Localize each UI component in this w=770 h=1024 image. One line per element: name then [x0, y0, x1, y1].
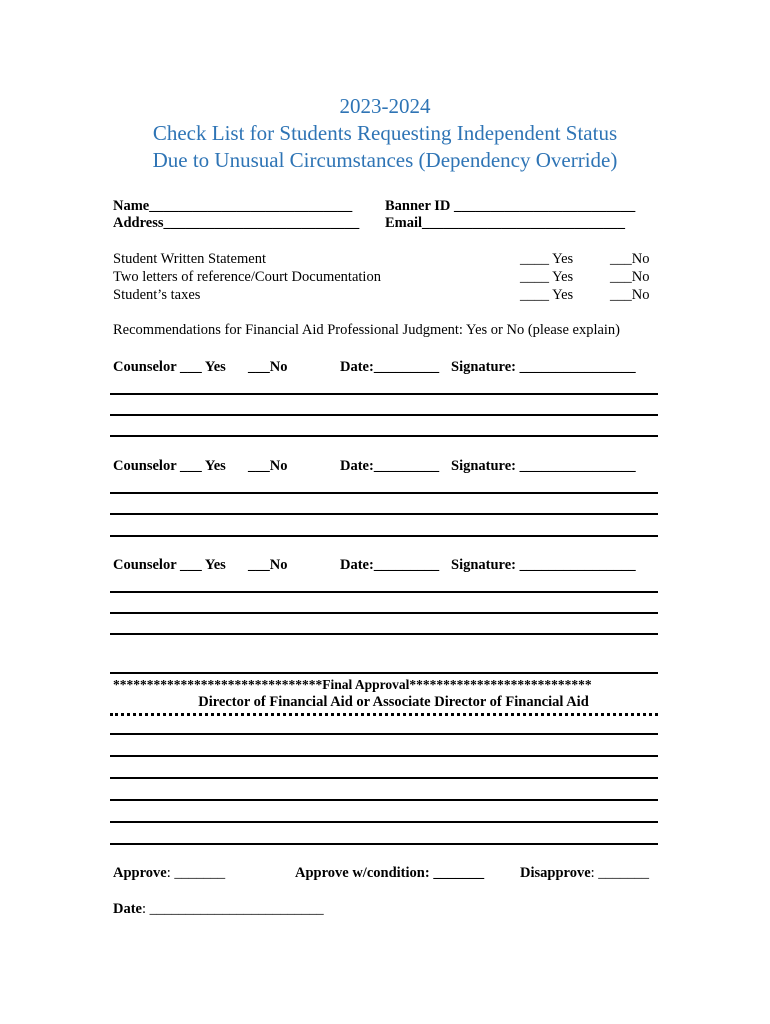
comment-line[interactable]	[110, 435, 658, 437]
banner-id-field[interactable]: Banner ID _________________________	[385, 198, 636, 214]
approval-comment-line[interactable]	[110, 777, 658, 779]
approval-comment-line[interactable]	[110, 821, 658, 823]
approve-field[interactable]	[113, 865, 225, 882]
comment-line[interactable]	[110, 633, 658, 635]
form-year: 2023-2024	[339, 94, 431, 118]
counselor-yes[interactable]: Counselor ___ Yes	[113, 359, 226, 375]
form-title-line2: Due to Unusual Circumstances (Dependency Override)	[152, 148, 618, 172]
counselor-no[interactable]: ___No	[248, 359, 288, 375]
section-divider	[110, 672, 658, 674]
approve-label: Approve	[113, 865, 167, 881]
name-field[interactable]: Name____________________________	[113, 198, 353, 214]
email-field[interactable]: Email____________________________	[385, 215, 626, 231]
approve-condition-label: Approve w/condition:	[295, 865, 430, 881]
checklist-item-yes[interactable]: ____ Yes	[520, 287, 574, 303]
counselor-date[interactable]: Date:_________	[340, 557, 440, 573]
approval-comment-line[interactable]	[110, 843, 658, 845]
final-date-blank[interactable]: : ________________________	[142, 901, 324, 917]
recommendation-text: Recommendations for Financial Aid Professional Judgment: Yes or No (please explain)	[113, 322, 621, 338]
comment-line[interactable]	[110, 612, 658, 614]
checklist-item-no[interactable]: ___No	[610, 269, 650, 285]
counselor-yes[interactable]: Counselor ___ Yes	[113, 458, 226, 474]
final-date-label: Date	[113, 901, 142, 917]
counselor-signature[interactable]: Signature: ________________	[451, 458, 636, 474]
approval-comment-line[interactable]	[110, 799, 658, 801]
comment-line[interactable]	[110, 393, 658, 395]
counselor-no[interactable]: ___No	[248, 557, 288, 573]
final-date-field[interactable]	[113, 901, 324, 918]
counselor-signature[interactable]: Signature: ________________	[451, 359, 636, 375]
approval-comment-line[interactable]	[110, 733, 658, 735]
comment-line[interactable]	[110, 591, 658, 593]
dotted-divider	[110, 713, 658, 716]
counselor-date[interactable]: Date:_________	[340, 458, 440, 474]
approval-comment-line[interactable]	[110, 755, 658, 757]
comment-line[interactable]	[110, 535, 658, 537]
approve-blank[interactable]: : _______	[166, 865, 226, 881]
disapprove-field[interactable]	[520, 865, 649, 882]
final-approval-heading: *******************************Final Approval***************************	[113, 677, 592, 692]
comment-line[interactable]	[110, 414, 658, 416]
checklist-item-label: Student’s taxes	[113, 287, 201, 303]
disapprove-blank[interactable]: : _______	[590, 865, 650, 881]
comment-line[interactable]	[110, 513, 658, 515]
checklist-item-yes[interactable]: ____ Yes	[520, 269, 574, 285]
address-field[interactable]: Address___________________________	[113, 215, 360, 231]
checklist-item-yes[interactable]: ____ Yes	[520, 251, 574, 267]
checklist-item-no[interactable]: ___No	[610, 251, 650, 267]
counselor-signature[interactable]: Signature: ________________	[451, 557, 636, 573]
disapprove-label: Disapprove	[520, 865, 591, 881]
counselor-no[interactable]: ___No	[248, 458, 288, 474]
final-approval-subheading: Director of Financial Aid or Associate Director of Financial Aid	[198, 694, 589, 710]
approve-condition-field[interactable]	[295, 865, 484, 882]
comment-line[interactable]	[110, 492, 658, 494]
checklist-item-no[interactable]: ___No	[610, 287, 650, 303]
form-title-line1: Check List for Students Requesting Independent Status	[152, 121, 618, 145]
counselor-date[interactable]: Date:_________	[340, 359, 440, 375]
checklist-item-label: Student Written Statement	[113, 251, 266, 267]
counselor-yes[interactable]: Counselor ___ Yes	[113, 557, 226, 573]
checklist-item-label: Two letters of reference/Court Documentation	[113, 269, 381, 285]
approve-condition-blank[interactable]: _______	[429, 865, 485, 881]
